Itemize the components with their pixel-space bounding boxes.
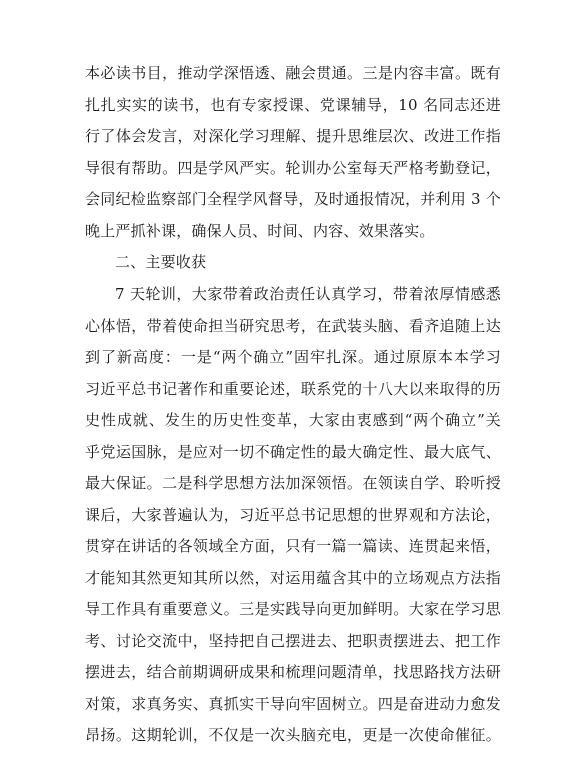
paragraph-line: 会同纪检监察部门全程学风督导，及时通报情况，并利用 3 个 — [85, 190, 501, 208]
paragraph-line: 昂扬。这期轮训，不仅是一次头脑充电，更是一次使命催征。 — [85, 726, 501, 744]
paragraph-line: 扎扎实实的读书，也有专家授课、党课辅导，10 名同志还进 — [85, 95, 501, 114]
paragraph-line: 导很有帮助。四是学风严实。轮训办公室每天严格考勤登记， — [85, 158, 501, 177]
paragraph-main — [85, 279, 501, 752]
paragraph-line: 最大保证。二是科学思想方法加深领悟。在领读自学、聆听授 — [85, 474, 501, 492]
paragraph-line: 考、讨论交流中，坚持把自己摆进去、把职责摆进去、把工作 — [85, 631, 501, 650]
paragraph-top — [85, 58, 501, 247]
paragraph-line: 行了体会发言，对深化学习理解、提升思维层次、改进工作指 — [85, 127, 501, 145]
paragraph-line: 心体悟，带着使命担当研究思考，在武装头脑、看齐追随上达 — [85, 316, 501, 335]
section-heading-block — [85, 247, 501, 279]
paragraph-line: 课后，大家普遍认为，习近平总书记思想的世界观和方法论， — [85, 505, 501, 524]
paragraph-line: 贯穿在讲话的各领域全方面，只有一篇一篇读、连贯起来悟， — [85, 537, 501, 555]
section-heading: 二、主要收获 — [115, 253, 207, 271]
paragraph-line: 对策，求真务实、真抓实干导向牢固树立。四是奋进动力愈发 — [85, 694, 501, 713]
paragraph-line: 史性成就、发生的历史性变革，大家由衷感到“两个确立”关 — [85, 411, 501, 429]
paragraph-line: 晚上严抓补课，确保人员、时间、内容、效果落实。 — [85, 221, 435, 240]
paragraph-line: 7 天轮训，大家带着政治责任认真学习，带着浓厚情感悉 — [115, 285, 501, 303]
paragraph-line: 乎党运国脉，是应对一切不确定性的最大确定性、最大底气、 — [85, 442, 501, 461]
paragraph-line: 摆进去，结合前期调研成果和梳理问题清单，找思路找方法研 — [85, 663, 501, 681]
paragraph-line: 导工作具有重要意义。三是实践导向更加鲜明。大家在学习思 — [85, 600, 501, 618]
paragraph-line: 习近平总书记著作和重要论述，联系党的十八大以来取得的历 — [85, 379, 501, 398]
paragraph-line: 本必读书目，推动学深悟透、融会贯通。三是内容丰富。既有 — [85, 64, 501, 82]
paragraph-line: 才能知其然更知其所以然，对运用蕴含其中的立场观点方法指 — [85, 568, 501, 587]
paragraph-line: 到了新高度：一是“两个确立”固牢扎深。通过原原本本学习 — [85, 348, 501, 366]
